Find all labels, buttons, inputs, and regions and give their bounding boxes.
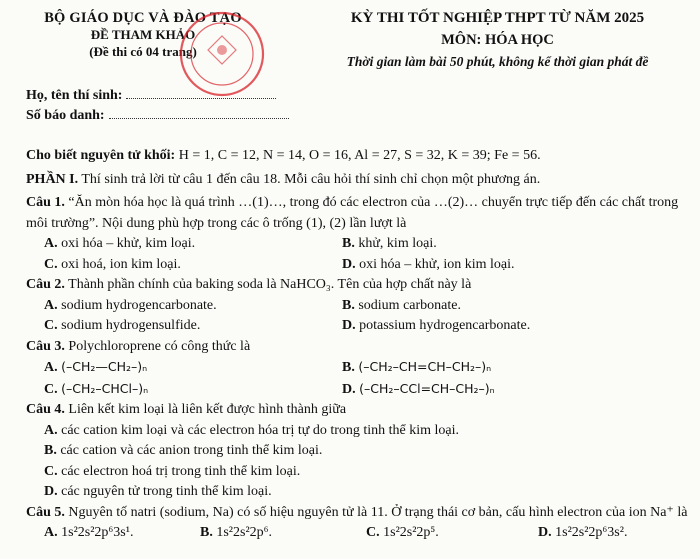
- exam-time: Thời gian làm bài 50 phút, không kể thời gian phát đề: [346, 54, 649, 69]
- official-stamp-icon: [178, 10, 266, 98]
- q4-option-b[interactable]: B. các cation và các anion trong tinh thể kim loại.: [44, 443, 323, 458]
- candidate-number-label: Số báo danh:: [26, 108, 105, 123]
- q1-option-b[interactable]: B. khử, kim loại.: [342, 236, 437, 251]
- ministry-name: BỘ GIÁO DỤC VÀ ĐÀO TẠO: [44, 10, 242, 26]
- q3-option-d[interactable]: D. (–CH₂–CCl=CH–CH₂–)ₙ: [342, 380, 495, 397]
- q1-option-d[interactable]: D. oxi hóa – khử, ion kim loại.: [342, 256, 515, 272]
- subject-title: MÔN: HÓA HỌC: [441, 32, 554, 48]
- candidate-number-row: [26, 106, 289, 126]
- question-1: Câu 1. “Ăn mòn hóa học là quá trình …(1)…, trong đó các electron của …(2)… chuyển trực tiếp đến các chất trong môi trường”. Nội dung phù hợp trong các ô trống (1), (2) lần lượt là A. oxi hóa – khử, kim loại. B. khử, kim loại. C. oxi hoá, ion kim loại. D. oxi hóa – khử, ion kim loại.: [26, 193, 694, 275]
- q5-option-b[interactable]: B. 1s²2s²2p⁶.: [200, 525, 273, 540]
- sample-label: ĐỀ THAM KHẢO: [90, 27, 196, 42]
- question-2: Câu 2. Thành phần chính của baking soda là NaHCO₃. Tên của hợp chất này là A. sodium hydrogencarbonate. B. sodium carbonate. C. sodium hydrogensulfide. D. potassium hydrogencarbonate.: [26, 275, 694, 337]
- q5-option-d[interactable]: D. 1s²2s²2p⁶3s².: [538, 525, 628, 540]
- q5-option-a[interactable]: A. 1s²2s²2p⁶3s¹.: [44, 525, 134, 540]
- question-5: Câu 5. Nguyên tố natri (sodium, Na) có số hiệu nguyên tử là 11. Ở trạng thái cơ bản, cấu hình electron của ion Na⁺ là A. 1s²2s²2p⁶3s¹. B. 1s²2s²2p⁶. C. 1s²2s²2p⁵. D. 1s²2s²2p⁶3s².: [26, 503, 694, 544]
- candidate-name-label: Họ, tên thí sinh:: [26, 88, 123, 103]
- q2-option-a[interactable]: A. sodium hydrogencarbonate.: [44, 297, 217, 313]
- question-3: Câu 3. Polychloroprene có công thức là A. (–CH₂—CH₂–)ₙ B. (–CH₂–CH=CH–CH₂–)ₙ C. (–CH₂–CHCl–)ₙ D. (–CH₂–CCl=CH–CH₂–)ₙ: [26, 337, 694, 401]
- q1-option-c[interactable]: C. oxi hoá, ion kim loại.: [44, 256, 181, 272]
- q4-option-c[interactable]: C. các electron hoá trị trong tinh thể kim loại.: [44, 463, 301, 479]
- header-right: [300, 10, 695, 70]
- q3-option-c[interactable]: C. (–CH₂–CHCl–)ₙ: [44, 380, 149, 397]
- q3-option-a[interactable]: A. (–CH₂—CH₂–)ₙ: [44, 359, 148, 375]
- candidate-name-row: [26, 86, 289, 106]
- q3-option-b[interactable]: B. (–CH₂–CH=CH–CH₂–)ₙ: [342, 359, 492, 375]
- part1-instruction: PHẦN I. Thí sinh trả lời từ câu 1 đến câu 18. Mỗi câu hỏi thí sinh chỉ chọn một phương án.: [26, 171, 541, 187]
- question-4: Câu 4. Liên kết kim loại là liên kết được hình thành giữa A. các cation kim loại và các electron hóa trị tự do trong tinh thể kim loại. B. các cation và các anion trong tinh thể kim loại. C. các electron hoá trị trong tinh thể kim loại. D. các nguyên tử trong tinh thể kim loại.: [26, 400, 694, 503]
- q4-option-d[interactable]: D. các nguyên tử trong tinh thể kim loại.: [44, 484, 272, 499]
- exam-title: KỲ THI TỐT NGHIỆP THPT TỪ NĂM 2025: [350, 10, 645, 26]
- q2-option-b[interactable]: B. sodium carbonate.: [342, 297, 461, 313]
- exam-header: [0, 4, 700, 84]
- q2-option-d[interactable]: D. potassium hydrogencarbonate.: [342, 318, 531, 333]
- q5-option-c[interactable]: C. 1s²2s²2p⁵.: [366, 525, 439, 540]
- candidate-info: [26, 86, 289, 126]
- q2-option-c[interactable]: C. sodium hydrogensulfide.: [44, 318, 201, 333]
- q4-option-a[interactable]: A. các cation kim loại và các electron hóa trị tự do trong tinh thể kim loại.: [44, 422, 460, 438]
- q1-option-a[interactable]: A. oxi hóa – khử, kim loại.: [44, 236, 196, 251]
- candidate-name-field[interactable]: [126, 87, 276, 99]
- atomic-masses: Cho biết nguyên tử khối: H = 1, C = 12, N = 14, O = 16, Al = 27, S = 32, K = 39; Fe = 56.: [26, 148, 541, 163]
- exam-content: [26, 146, 694, 544]
- page-count: (Đề thi có 04 trang): [89, 44, 197, 59]
- candidate-number-field[interactable]: [109, 107, 289, 119]
